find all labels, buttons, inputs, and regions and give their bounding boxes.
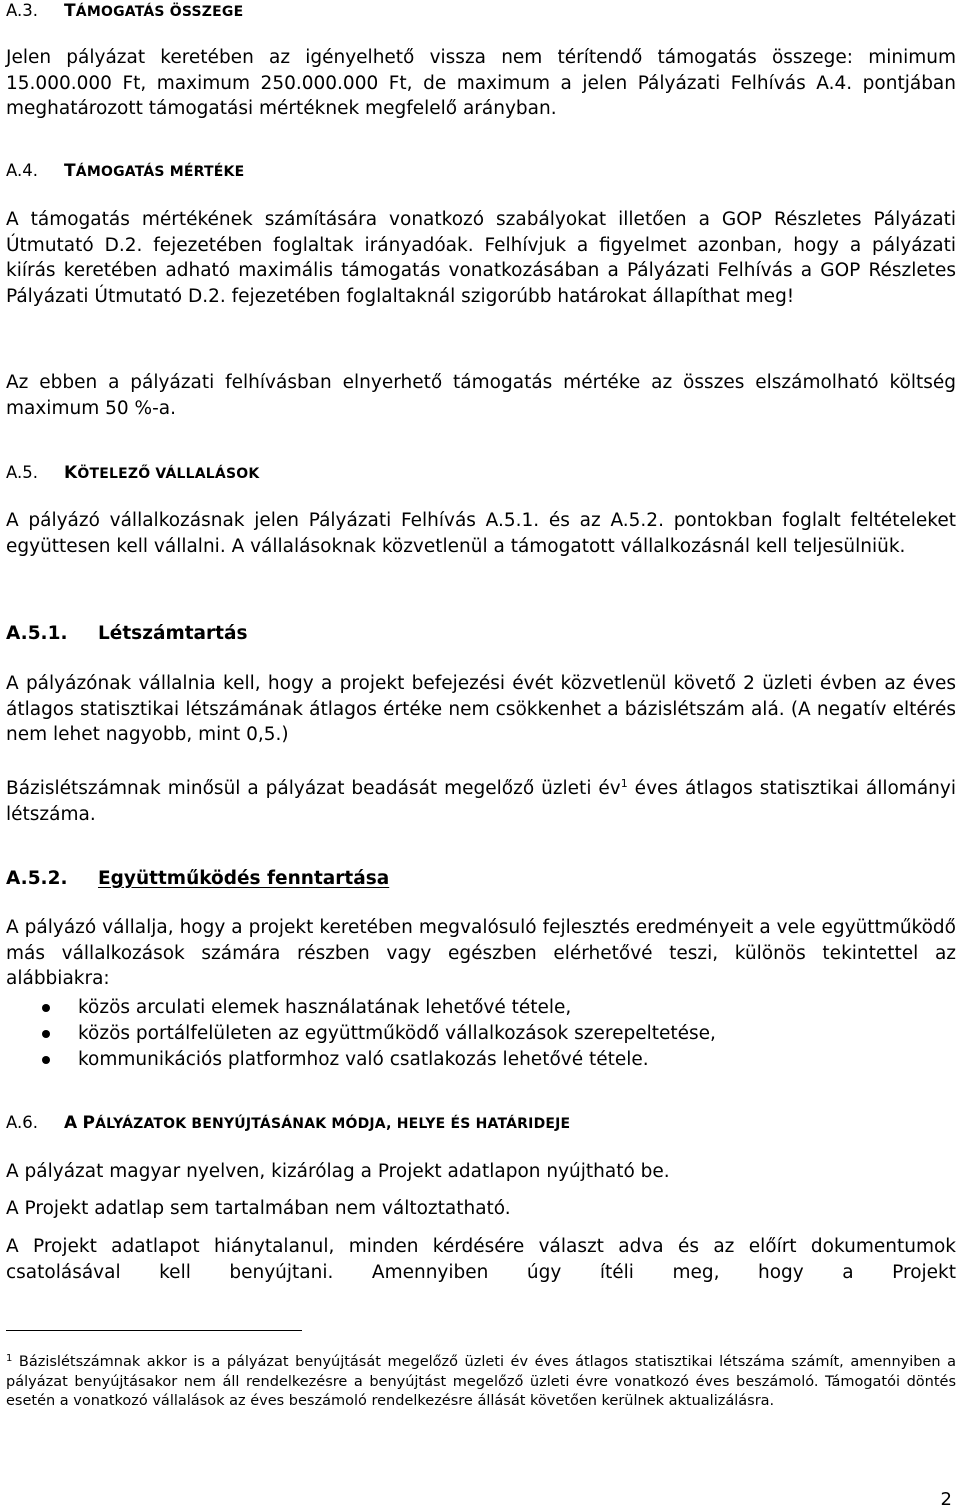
section-title-initial: K	[64, 463, 78, 483]
section-number: A.5.	[6, 463, 38, 482]
list-item-text: közös portálfelületen az együttműködő vállalkozások szerepeltetése,	[78, 1023, 716, 1044]
subsection-number: A.5.2.	[6, 868, 68, 889]
list-item-text: közös arculati elemek használatának lehetővé tétele,	[78, 997, 572, 1018]
footnote-separator	[6, 1330, 302, 1331]
section-heading-a4	[6, 160, 244, 183]
bullet-icon	[42, 1030, 50, 1038]
section-title-initial: P	[82, 1113, 96, 1133]
footnote-text: Bázislétszámnak akkor is a pályázat benyújtását megelőző üzleti év éves átlagos statisztikai létszáma számít, amennyiben a pályázat benyújtásakor nem áll rendelkezésre a benyújtást megelőző üzleti évre vonatkozó éves beszámoló. Támogatói döntés esetén a vonatkozó vállalások az éves beszámoló rendelkezésre állását követően kerülnek aktualizálásra.	[6, 1354, 956, 1409]
page-number: 2	[940, 1489, 952, 1510]
paragraph: A Projekt adatlap sem tartalmában nem változtatható.	[6, 1198, 511, 1219]
subsection-heading-a51	[6, 621, 248, 646]
paragraph: A Projekt adatlapot hiánytalanul, minden kérdésére választ adva és az előírt dokumentumok csatolásával kell benyújtani. Amennyiben úgy ítéli meg, hogy a Projekt	[6, 1236, 956, 1283]
subsection-heading-a52	[6, 866, 389, 891]
section-heading-a5	[6, 462, 259, 485]
section-number: A.3.	[6, 1, 38, 20]
section-number: A.4.	[6, 161, 38, 180]
section-title-initial: T	[64, 1, 76, 21]
section-heading-a3	[6, 0, 243, 23]
paragraph: A pályázónak vállalnia kell, hogy a projekt befejezési évét közvetlenül követő 2 üzleti évben az éves átlagos statisztikai létszámának átlagos értéke nem csökkenhet a bázislétszám alá. (A negatív eltérés nem lehet nagyobb, mint 0,5.)	[6, 673, 956, 745]
subsection-title: Létszámtartás	[98, 623, 248, 644]
subsection-number: A.5.1.	[6, 623, 68, 644]
paragraph: Az ebben a pályázati felhívásban elnyerhető támogatás mértéke az összes elszámolható költség maximum 50 %-a.	[6, 372, 956, 419]
bullet-icon	[42, 1004, 50, 1012]
section-title: ÁMOGATÁS MÉRTÉKE	[75, 164, 245, 180]
paragraph: A pályázat magyar nyelven, kizárólag a Projekt adatlapon nyújtható be.	[6, 1161, 670, 1182]
section-heading-a6	[6, 1112, 570, 1135]
footnote	[6, 1353, 956, 1412]
section-title-initial: A	[64, 1113, 78, 1133]
section-title-initial: T	[64, 161, 76, 181]
paragraph: A pályázó vállalja, hogy a projekt keretében megvalósuló fejlesztés eredményeit a vele együttműködő más vállalkozások számára részben vagy egészben elérhetővé teszi, különös tekintettel az alábbiakra:	[6, 917, 956, 989]
footnote-mark: 1	[6, 1353, 13, 1364]
footnote-reference[interactable]: 1	[620, 777, 628, 790]
section-title: ÁMOGATÁS ÖSSZEGE	[75, 4, 244, 20]
section-number: A.6.	[6, 1113, 38, 1132]
bullet-icon	[42, 1056, 50, 1064]
list-item-text: kommunikációs platformhoz való csatlakozás lehetővé tétele.	[78, 1049, 649, 1070]
list-item	[6, 1021, 956, 1047]
section-title: ÁLYÁZATOK BENYÚJTÁSÁNAK MÓDJA, HELYE ÉS HATÁRIDEJE	[95, 1116, 571, 1132]
list-item	[6, 995, 956, 1021]
paragraph: Jelen pályázat keretében az igényelhető vissza nem térítendő támogatás összege: minimum 15.000.000 Ft, maximum 250.000.000 Ft, de maximum a jelen Pályázati Felhívás A.4. pontjában meghatározott támogatási mértéknek megfelelő arányban.	[6, 47, 956, 119]
subsection-title: Együttműködés fenntartása	[98, 868, 390, 889]
paragraph-text: Bázislétszámnak minősül a pályázat beadását megelőző üzleti év	[6, 778, 621, 799]
bullet-list	[6, 995, 956, 1073]
paragraph: A támogatás mértékének számítására vonatkozó szabályokat illetően a GOP Részletes Pályázati Útmutató D.2. fejezetében foglaltak irányadóak. Felhívjuk a figyelmet azonban, hogy a pályázati kiírás keretében adható maximális támogatás vonatkozásában a Pályázati Felhívás a GOP Részletes Pályázati Útmutató D.2. fejezetében foglaltaknál szigorúbb határokat állapíthat meg!	[6, 209, 956, 307]
list-item	[6, 1047, 956, 1073]
paragraph-with-footnote	[6, 776, 956, 827]
paragraph: A pályázó vállalkozásnak jelen Pályázati Felhívás A.5.1. és az A.5.2. pontokban foglalt feltételeket együttesen kell vállalni. A vállalásoknak közvetlenül a támogatott vállalkozásnál kell teljesülniük.	[6, 510, 956, 557]
section-title: ÖTELEZŐ VÁLLALÁSOK	[77, 466, 260, 482]
paragraph-text: éves átlagos statisztikai állományi létszáma.	[6, 778, 956, 825]
